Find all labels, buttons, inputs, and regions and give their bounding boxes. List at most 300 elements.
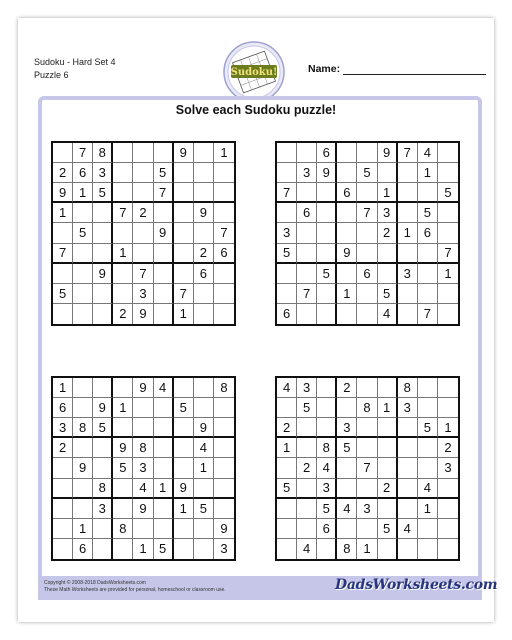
sudoku-cell[interactable] bbox=[214, 183, 234, 203]
sudoku-cell[interactable]: 9 bbox=[53, 183, 73, 203]
sudoku-cell[interactable] bbox=[113, 378, 133, 398]
sudoku-cell[interactable]: 2 bbox=[297, 458, 317, 478]
sudoku-cell[interactable] bbox=[378, 163, 398, 183]
sudoku-cell[interactable] bbox=[418, 244, 438, 264]
sudoku-cell[interactable]: 6 bbox=[53, 398, 73, 418]
sudoku-cell[interactable] bbox=[53, 479, 73, 499]
sudoku-cell[interactable]: 1 bbox=[133, 539, 153, 559]
sudoku-cell[interactable] bbox=[438, 398, 458, 418]
sudoku-cell[interactable]: 6 bbox=[277, 304, 297, 324]
sudoku-cell[interactable] bbox=[357, 284, 377, 304]
sudoku-cell[interactable]: 3 bbox=[133, 458, 153, 478]
sudoku-cell[interactable]: 5 bbox=[194, 499, 214, 519]
sudoku-cell[interactable] bbox=[133, 183, 153, 203]
sudoku-cell[interactable]: 7 bbox=[133, 264, 153, 284]
sudoku-cell[interactable]: 5 bbox=[317, 499, 337, 519]
sudoku-cell[interactable] bbox=[174, 458, 194, 478]
sudoku-cell[interactable] bbox=[73, 479, 93, 499]
sudoku-cell[interactable] bbox=[214, 458, 234, 478]
sudoku-cell[interactable]: 1 bbox=[337, 284, 357, 304]
sudoku-cell[interactable]: 3 bbox=[438, 458, 458, 478]
sudoku-cell[interactable] bbox=[398, 458, 418, 478]
sudoku-cell[interactable] bbox=[317, 183, 337, 203]
sudoku-cell[interactable] bbox=[317, 418, 337, 438]
sudoku-cell[interactable] bbox=[214, 398, 234, 418]
sudoku-cell[interactable] bbox=[194, 223, 214, 243]
sudoku-cell[interactable]: 2 bbox=[133, 203, 153, 223]
sudoku-cell[interactable] bbox=[438, 499, 458, 519]
sudoku-cell[interactable] bbox=[194, 378, 214, 398]
sudoku-cell[interactable] bbox=[398, 203, 418, 223]
sudoku-cell[interactable]: 6 bbox=[418, 223, 438, 243]
sudoku-cell[interactable]: 2 bbox=[378, 479, 398, 499]
sudoku-cell[interactable] bbox=[438, 539, 458, 559]
sudoku-cell[interactable]: 7 bbox=[357, 458, 377, 478]
sudoku-cell[interactable]: 4 bbox=[194, 438, 214, 458]
sudoku-cell[interactable] bbox=[73, 378, 93, 398]
sudoku-cell[interactable] bbox=[154, 143, 174, 163]
sudoku-cell[interactable]: 2 bbox=[113, 304, 133, 324]
sudoku-cell[interactable] bbox=[337, 143, 357, 163]
sudoku-cell[interactable]: 5 bbox=[277, 479, 297, 499]
sudoku-cell[interactable] bbox=[154, 304, 174, 324]
sudoku-cell[interactable] bbox=[357, 304, 377, 324]
sudoku-cell[interactable] bbox=[73, 304, 93, 324]
sudoku-cell[interactable] bbox=[154, 244, 174, 264]
sudoku-cell[interactable]: 6 bbox=[317, 143, 337, 163]
sudoku-cell[interactable]: 3 bbox=[93, 499, 113, 519]
sudoku-cell[interactable] bbox=[133, 519, 153, 539]
sudoku-cell[interactable] bbox=[93, 539, 113, 559]
sudoku-cell[interactable] bbox=[214, 284, 234, 304]
sudoku-cell[interactable] bbox=[277, 203, 297, 223]
sudoku-cell[interactable] bbox=[73, 244, 93, 264]
sudoku-cell[interactable] bbox=[357, 223, 377, 243]
sudoku-cell[interactable] bbox=[113, 183, 133, 203]
sudoku-cell[interactable]: 3 bbox=[133, 284, 153, 304]
sudoku-cell[interactable]: 9 bbox=[194, 418, 214, 438]
sudoku-cell[interactable] bbox=[398, 163, 418, 183]
sudoku-cell[interactable]: 7 bbox=[438, 244, 458, 264]
sudoku-cell[interactable] bbox=[438, 143, 458, 163]
sudoku-cell[interactable]: 9 bbox=[73, 458, 93, 478]
sudoku-cell[interactable] bbox=[73, 284, 93, 304]
sudoku-cell[interactable]: 8 bbox=[317, 438, 337, 458]
sudoku-cell[interactable]: 5 bbox=[297, 398, 317, 418]
sudoku-cell[interactable]: 7 bbox=[418, 304, 438, 324]
sudoku-cell[interactable]: 5 bbox=[357, 163, 377, 183]
sudoku-cell[interactable]: 4 bbox=[418, 143, 438, 163]
sudoku-cell[interactable]: 6 bbox=[297, 203, 317, 223]
sudoku-cell[interactable] bbox=[154, 284, 174, 304]
sudoku-cell[interactable] bbox=[337, 304, 357, 324]
sudoku-cell[interactable] bbox=[194, 163, 214, 183]
sudoku-cell[interactable] bbox=[438, 479, 458, 499]
sudoku-cell[interactable]: 8 bbox=[93, 479, 113, 499]
sudoku-cell[interactable] bbox=[93, 519, 113, 539]
sudoku-cell[interactable]: 8 bbox=[398, 378, 418, 398]
sudoku-cell[interactable]: 6 bbox=[214, 244, 234, 264]
sudoku-cell[interactable] bbox=[398, 284, 418, 304]
sudoku-cell[interactable]: 1 bbox=[73, 183, 93, 203]
sudoku-cell[interactable]: 1 bbox=[398, 223, 418, 243]
sudoku-cell[interactable] bbox=[53, 223, 73, 243]
sudoku-cell[interactable]: 3 bbox=[378, 203, 398, 223]
sudoku-cell[interactable] bbox=[357, 519, 377, 539]
sudoku-cell[interactable]: 1 bbox=[277, 438, 297, 458]
sudoku-cell[interactable]: 1 bbox=[438, 264, 458, 284]
sudoku-cell[interactable]: 7 bbox=[154, 183, 174, 203]
sudoku-cell[interactable]: 8 bbox=[73, 418, 93, 438]
sudoku-cell[interactable] bbox=[297, 499, 317, 519]
sudoku-cell[interactable] bbox=[174, 223, 194, 243]
sudoku-cell[interactable] bbox=[194, 284, 214, 304]
sudoku-cell[interactable] bbox=[418, 438, 438, 458]
sudoku-cell[interactable]: 2 bbox=[194, 244, 214, 264]
sudoku-cell[interactable]: 6 bbox=[73, 163, 93, 183]
sudoku-cell[interactable] bbox=[317, 378, 337, 398]
sudoku-cell[interactable] bbox=[53, 458, 73, 478]
sudoku-cell[interactable] bbox=[398, 479, 418, 499]
sudoku-cell[interactable] bbox=[154, 203, 174, 223]
sudoku-cell[interactable] bbox=[73, 438, 93, 458]
sudoku-cell[interactable]: 8 bbox=[113, 519, 133, 539]
sudoku-cell[interactable] bbox=[297, 223, 317, 243]
sudoku-cell[interactable] bbox=[113, 499, 133, 519]
sudoku-cell[interactable] bbox=[133, 223, 153, 243]
sudoku-cell[interactable] bbox=[398, 418, 418, 438]
sudoku-cell[interactable]: 1 bbox=[418, 163, 438, 183]
sudoku-cell[interactable]: 2 bbox=[277, 418, 297, 438]
sudoku-cell[interactable]: 8 bbox=[357, 398, 377, 418]
sudoku-cell[interactable] bbox=[154, 458, 174, 478]
sudoku-cell[interactable] bbox=[133, 418, 153, 438]
sudoku-cell[interactable] bbox=[357, 378, 377, 398]
sudoku-cell[interactable] bbox=[317, 244, 337, 264]
sudoku-cell[interactable] bbox=[297, 264, 317, 284]
sudoku-cell[interactable] bbox=[93, 458, 113, 478]
sudoku-cell[interactable] bbox=[113, 479, 133, 499]
sudoku-cell[interactable]: 9 bbox=[133, 499, 153, 519]
sudoku-cell[interactable] bbox=[398, 438, 418, 458]
sudoku-cell[interactable] bbox=[93, 378, 113, 398]
sudoku-cell[interactable] bbox=[53, 264, 73, 284]
sudoku-cell[interactable] bbox=[297, 418, 317, 438]
sudoku-cell[interactable]: 1 bbox=[174, 499, 194, 519]
sudoku-cell[interactable]: 1 bbox=[53, 203, 73, 223]
sudoku-cell[interactable]: 7 bbox=[214, 223, 234, 243]
sudoku-cell[interactable] bbox=[297, 438, 317, 458]
sudoku-cell[interactable] bbox=[378, 438, 398, 458]
sudoku-cell[interactable] bbox=[93, 203, 113, 223]
sudoku-cell[interactable] bbox=[174, 163, 194, 183]
sudoku-cell[interactable]: 8 bbox=[93, 143, 113, 163]
sudoku-cell[interactable] bbox=[418, 519, 438, 539]
sudoku-cell[interactable] bbox=[174, 418, 194, 438]
sudoku-cell[interactable]: 5 bbox=[277, 244, 297, 264]
sudoku-cell[interactable] bbox=[113, 163, 133, 183]
sudoku-cell[interactable] bbox=[277, 143, 297, 163]
sudoku-cell[interactable] bbox=[357, 438, 377, 458]
sudoku-cell[interactable] bbox=[53, 539, 73, 559]
sudoku-cell[interactable] bbox=[214, 203, 234, 223]
sudoku-cell[interactable] bbox=[194, 183, 214, 203]
sudoku-cell[interactable] bbox=[418, 183, 438, 203]
sudoku-cell[interactable] bbox=[93, 304, 113, 324]
sudoku-cell[interactable]: 1 bbox=[113, 398, 133, 418]
sudoku-cell[interactable] bbox=[337, 458, 357, 478]
sudoku-cell[interactable]: 1 bbox=[357, 539, 377, 559]
sudoku-cell[interactable]: 4 bbox=[317, 458, 337, 478]
sudoku-cell[interactable]: 2 bbox=[438, 438, 458, 458]
sudoku-cell[interactable] bbox=[418, 264, 438, 284]
sudoku-cell[interactable] bbox=[357, 183, 377, 203]
sudoku-cell[interactable] bbox=[277, 163, 297, 183]
sudoku-cell[interactable]: 7 bbox=[113, 203, 133, 223]
sudoku-cell[interactable]: 4 bbox=[133, 479, 153, 499]
sudoku-cell[interactable] bbox=[277, 284, 297, 304]
sudoku-cell[interactable]: 4 bbox=[297, 539, 317, 559]
sudoku-cell[interactable] bbox=[194, 479, 214, 499]
sudoku-cell[interactable] bbox=[378, 264, 398, 284]
sudoku-cell[interactable]: 1 bbox=[174, 304, 194, 324]
sudoku-cell[interactable] bbox=[93, 223, 113, 243]
sudoku-cell[interactable] bbox=[154, 264, 174, 284]
sudoku-cell[interactable] bbox=[73, 203, 93, 223]
sudoku-cell[interactable]: 5 bbox=[418, 418, 438, 438]
sudoku-cell[interactable]: 1 bbox=[73, 519, 93, 539]
sudoku-cell[interactable] bbox=[214, 304, 234, 324]
sudoku-cell[interactable]: 9 bbox=[214, 519, 234, 539]
sudoku-cell[interactable] bbox=[418, 539, 438, 559]
sudoku-cell[interactable]: 1 bbox=[53, 378, 73, 398]
sudoku-cell[interactable]: 1 bbox=[418, 499, 438, 519]
sudoku-cell[interactable]: 7 bbox=[398, 143, 418, 163]
sudoku-cell[interactable]: 6 bbox=[317, 519, 337, 539]
sudoku-cell[interactable] bbox=[194, 143, 214, 163]
sudoku-cell[interactable]: 5 bbox=[93, 183, 113, 203]
sudoku-cell[interactable] bbox=[194, 398, 214, 418]
sudoku-cell[interactable] bbox=[133, 398, 153, 418]
sudoku-cell[interactable] bbox=[53, 304, 73, 324]
sudoku-cell[interactable]: 2 bbox=[53, 163, 73, 183]
sudoku-cell[interactable] bbox=[317, 304, 337, 324]
sudoku-cell[interactable] bbox=[93, 244, 113, 264]
sudoku-cell[interactable]: 9 bbox=[133, 378, 153, 398]
sudoku-cell[interactable] bbox=[277, 458, 297, 478]
sudoku-cell[interactable]: 6 bbox=[194, 264, 214, 284]
sudoku-cell[interactable]: 3 bbox=[93, 163, 113, 183]
sudoku-cell[interactable] bbox=[277, 539, 297, 559]
sudoku-cell[interactable]: 5 bbox=[378, 284, 398, 304]
sudoku-cell[interactable] bbox=[418, 284, 438, 304]
sudoku-cell[interactable]: 4 bbox=[337, 499, 357, 519]
sudoku-cell[interactable] bbox=[194, 539, 214, 559]
sudoku-cell[interactable] bbox=[337, 264, 357, 284]
sudoku-cell[interactable] bbox=[73, 398, 93, 418]
sudoku-cell[interactable]: 4 bbox=[154, 378, 174, 398]
sudoku-cell[interactable] bbox=[398, 539, 418, 559]
sudoku-cell[interactable]: 9 bbox=[194, 203, 214, 223]
sudoku-cell[interactable] bbox=[93, 284, 113, 304]
sudoku-cell[interactable] bbox=[297, 143, 317, 163]
sudoku-cell[interactable]: 6 bbox=[73, 539, 93, 559]
sudoku-cell[interactable]: 5 bbox=[154, 163, 174, 183]
sudoku-cell[interactable] bbox=[113, 264, 133, 284]
sudoku-cell[interactable] bbox=[214, 499, 234, 519]
sudoku-cell[interactable] bbox=[174, 183, 194, 203]
sudoku-cell[interactable] bbox=[154, 519, 174, 539]
sudoku-cell[interactable] bbox=[317, 223, 337, 243]
sudoku-cell[interactable]: 5 bbox=[113, 458, 133, 478]
sudoku-cell[interactable] bbox=[398, 304, 418, 324]
sudoku-cell[interactable]: 9 bbox=[378, 143, 398, 163]
sudoku-cell[interactable]: 7 bbox=[277, 183, 297, 203]
sudoku-cell[interactable] bbox=[418, 378, 438, 398]
sudoku-cell[interactable] bbox=[378, 418, 398, 438]
sudoku-cell[interactable]: 9 bbox=[317, 163, 337, 183]
sudoku-cell[interactable]: 5 bbox=[73, 223, 93, 243]
sudoku-cell[interactable]: 4 bbox=[418, 479, 438, 499]
sudoku-cell[interactable] bbox=[378, 244, 398, 264]
sudoku-cell[interactable] bbox=[154, 398, 174, 418]
sudoku-cell[interactable]: 7 bbox=[174, 284, 194, 304]
sudoku-cell[interactable] bbox=[73, 264, 93, 284]
sudoku-cell[interactable]: 4 bbox=[378, 304, 398, 324]
sudoku-cell[interactable]: 1 bbox=[194, 458, 214, 478]
sudoku-cell[interactable] bbox=[438, 203, 458, 223]
sudoku-cell[interactable] bbox=[133, 143, 153, 163]
sudoku-cell[interactable] bbox=[398, 183, 418, 203]
sudoku-cell[interactable] bbox=[317, 203, 337, 223]
sudoku-cell[interactable]: 6 bbox=[357, 264, 377, 284]
sudoku-cell[interactable] bbox=[154, 438, 174, 458]
sudoku-cell[interactable] bbox=[154, 499, 174, 519]
sudoku-cell[interactable]: 9 bbox=[133, 304, 153, 324]
sudoku-cell[interactable] bbox=[277, 264, 297, 284]
sudoku-cell[interactable] bbox=[418, 398, 438, 418]
sudoku-cell[interactable] bbox=[357, 479, 377, 499]
sudoku-cell[interactable] bbox=[174, 264, 194, 284]
sudoku-cell[interactable]: 2 bbox=[337, 378, 357, 398]
sudoku-cell[interactable]: 1 bbox=[378, 398, 398, 418]
sudoku-cell[interactable] bbox=[297, 183, 317, 203]
sudoku-cell[interactable]: 6 bbox=[337, 183, 357, 203]
sudoku-cell[interactable]: 2 bbox=[53, 438, 73, 458]
sudoku-cell[interactable]: 4 bbox=[277, 378, 297, 398]
sudoku-cell[interactable] bbox=[378, 539, 398, 559]
sudoku-cell[interactable] bbox=[398, 499, 418, 519]
sudoku-cell[interactable]: 3 bbox=[297, 378, 317, 398]
sudoku-cell[interactable]: 9 bbox=[154, 223, 174, 243]
sudoku-cell[interactable]: 5 bbox=[154, 539, 174, 559]
sudoku-cell[interactable] bbox=[337, 203, 357, 223]
sudoku-cell[interactable] bbox=[277, 519, 297, 539]
sudoku-cell[interactable] bbox=[357, 418, 377, 438]
sudoku-cell[interactable]: 5 bbox=[93, 418, 113, 438]
sudoku-cell[interactable] bbox=[113, 223, 133, 243]
sudoku-cell[interactable]: 4 bbox=[398, 519, 418, 539]
sudoku-cell[interactable] bbox=[277, 398, 297, 418]
sudoku-cell[interactable] bbox=[438, 163, 458, 183]
sudoku-cell[interactable]: 5 bbox=[337, 438, 357, 458]
sudoku-cell[interactable] bbox=[337, 398, 357, 418]
sudoku-cell[interactable] bbox=[438, 519, 458, 539]
sudoku-cell[interactable] bbox=[357, 143, 377, 163]
sudoku-cell[interactable]: 7 bbox=[297, 284, 317, 304]
sudoku-cell[interactable] bbox=[174, 244, 194, 264]
sudoku-cell[interactable]: 7 bbox=[357, 203, 377, 223]
sudoku-cell[interactable] bbox=[53, 143, 73, 163]
sudoku-cell[interactable] bbox=[277, 499, 297, 519]
sudoku-cell[interactable]: 3 bbox=[317, 479, 337, 499]
sudoku-cell[interactable]: 3 bbox=[53, 418, 73, 438]
sudoku-cell[interactable] bbox=[113, 143, 133, 163]
sudoku-cell[interactable] bbox=[378, 499, 398, 519]
sudoku-cell[interactable]: 2 bbox=[378, 223, 398, 243]
sudoku-cell[interactable] bbox=[113, 284, 133, 304]
sudoku-cell[interactable]: 5 bbox=[418, 203, 438, 223]
sudoku-cell[interactable] bbox=[214, 479, 234, 499]
sudoku-cell[interactable] bbox=[214, 438, 234, 458]
sudoku-cell[interactable] bbox=[418, 458, 438, 478]
sudoku-cell[interactable] bbox=[93, 438, 113, 458]
sudoku-cell[interactable] bbox=[133, 244, 153, 264]
sudoku-cell[interactable] bbox=[53, 499, 73, 519]
sudoku-cell[interactable]: 3 bbox=[398, 264, 418, 284]
sudoku-cell[interactable] bbox=[73, 499, 93, 519]
sudoku-cell[interactable] bbox=[297, 304, 317, 324]
sudoku-cell[interactable]: 9 bbox=[174, 479, 194, 499]
sudoku-cell[interactable] bbox=[113, 418, 133, 438]
sudoku-cell[interactable] bbox=[438, 304, 458, 324]
sudoku-cell[interactable]: 3 bbox=[297, 163, 317, 183]
sudoku-cell[interactable]: 5 bbox=[438, 183, 458, 203]
sudoku-cell[interactable] bbox=[337, 479, 357, 499]
sudoku-cell[interactable] bbox=[398, 244, 418, 264]
sudoku-cell[interactable] bbox=[337, 223, 357, 243]
sudoku-cell[interactable] bbox=[297, 519, 317, 539]
sudoku-cell[interactable]: 9 bbox=[93, 398, 113, 418]
sudoku-cell[interactable] bbox=[378, 458, 398, 478]
sudoku-cell[interactable]: 7 bbox=[53, 244, 73, 264]
sudoku-cell[interactable] bbox=[174, 378, 194, 398]
sudoku-cell[interactable]: 5 bbox=[378, 519, 398, 539]
sudoku-cell[interactable] bbox=[53, 519, 73, 539]
sudoku-cell[interactable] bbox=[337, 163, 357, 183]
sudoku-cell[interactable]: 8 bbox=[337, 539, 357, 559]
sudoku-cell[interactable] bbox=[378, 378, 398, 398]
sudoku-cell[interactable]: 5 bbox=[53, 284, 73, 304]
sudoku-cell[interactable]: 1 bbox=[214, 143, 234, 163]
sudoku-cell[interactable] bbox=[317, 284, 337, 304]
sudoku-cell[interactable]: 8 bbox=[214, 378, 234, 398]
sudoku-cell[interactable] bbox=[357, 244, 377, 264]
sudoku-cell[interactable]: 1 bbox=[113, 244, 133, 264]
sudoku-cell[interactable] bbox=[297, 479, 317, 499]
sudoku-cell[interactable] bbox=[174, 438, 194, 458]
sudoku-cell[interactable] bbox=[133, 163, 153, 183]
sudoku-cell[interactable]: 1 bbox=[154, 479, 174, 499]
sudoku-cell[interactable] bbox=[194, 304, 214, 324]
sudoku-cell[interactable]: 5 bbox=[317, 264, 337, 284]
sudoku-cell[interactable] bbox=[154, 418, 174, 438]
sudoku-cell[interactable]: 1 bbox=[378, 183, 398, 203]
sudoku-cell[interactable]: 3 bbox=[337, 418, 357, 438]
sudoku-cell[interactable]: 9 bbox=[174, 143, 194, 163]
sudoku-cell[interactable]: 9 bbox=[113, 438, 133, 458]
sudoku-cell[interactable]: 7 bbox=[73, 143, 93, 163]
